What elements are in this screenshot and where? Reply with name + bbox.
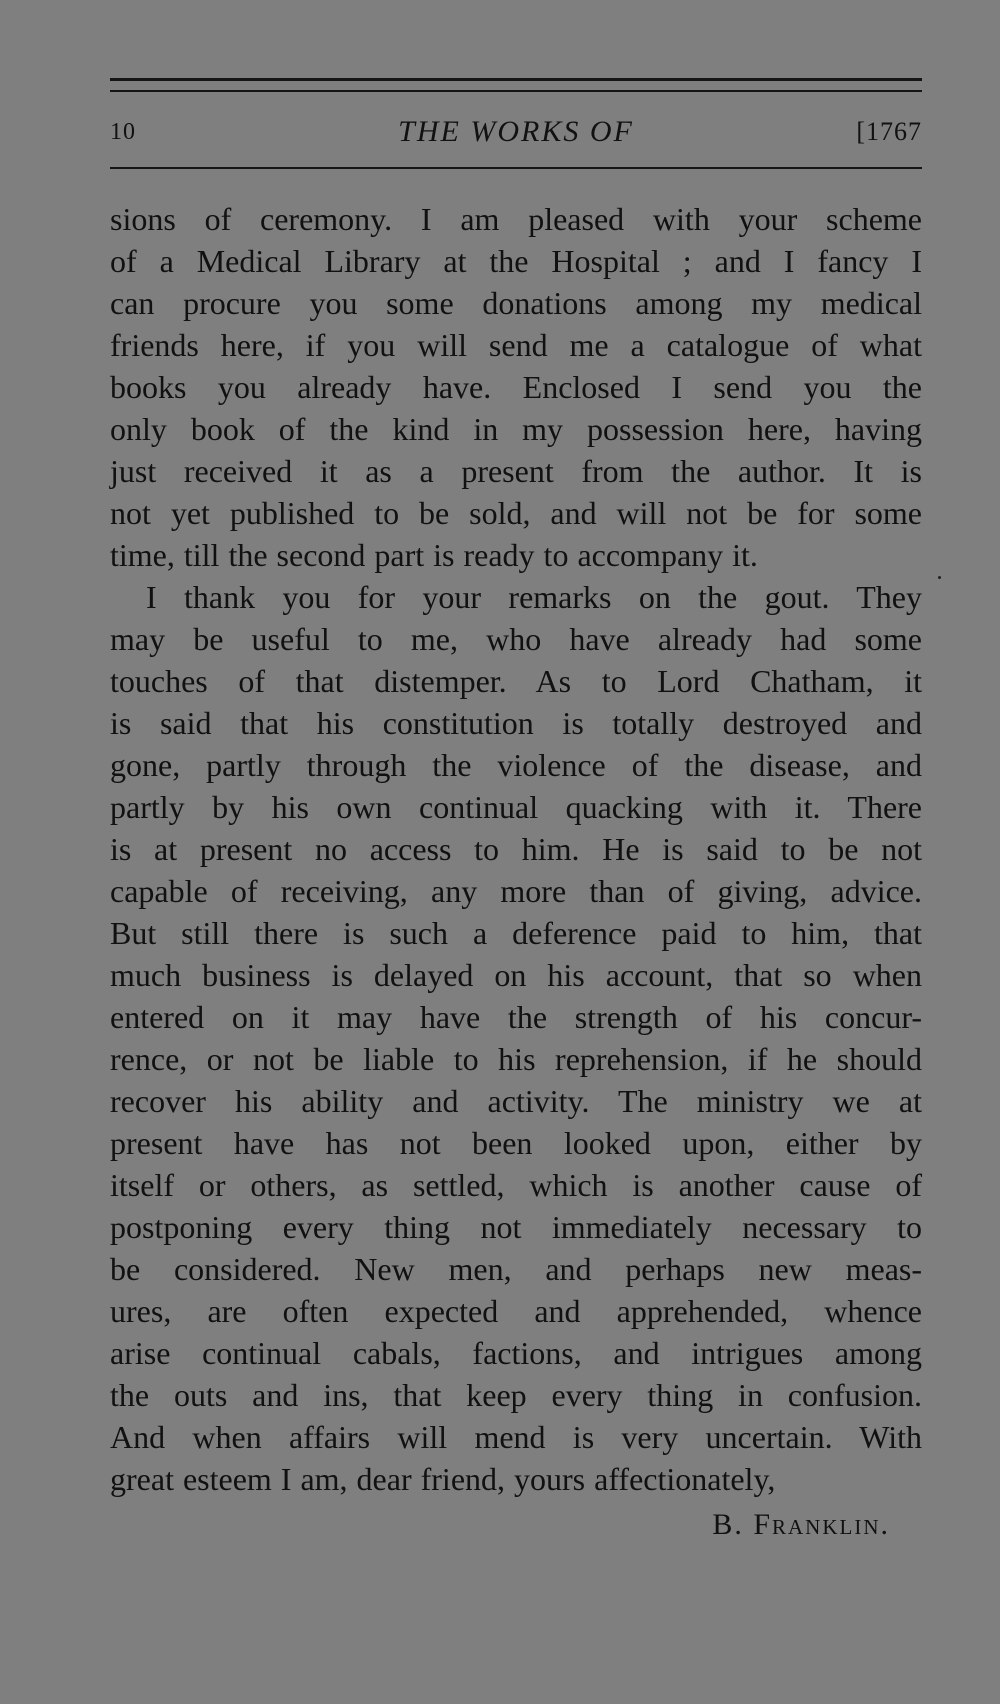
text-line: present have has not been looked upon, either by (110, 1125, 922, 1161)
top-rule (110, 78, 922, 81)
text-line: may be useful to me, who have already had some (110, 621, 922, 657)
text-line: rence, or not be liable to his reprehension, if he should (110, 1041, 922, 1077)
text-line: And when affairs will mend is very uncertain. With (110, 1419, 922, 1455)
print-fleck (938, 576, 941, 579)
text-line: great esteem I am, dear friend, yours affectionately, (110, 1461, 776, 1497)
text-line: only book of the kind in my possession here, having (110, 411, 922, 447)
text-line: sions of ceremony. I am pleased with your scheme (110, 201, 922, 237)
year-marker: [1767 (856, 117, 922, 146)
text-line: be considered. New men, and perhaps new meas- (110, 1251, 922, 1287)
header-rule (110, 167, 922, 169)
text-line: recover his ability and activity. The ministry we at (110, 1083, 922, 1119)
top-rule-thin (110, 90, 922, 92)
text-line: the outs and ins, that keep every thing in confusion. (110, 1377, 922, 1413)
text-line: just received it as a present from the author. It is (110, 453, 922, 489)
signature: B. Franklin. (712, 1508, 890, 1541)
text-line: is at present no access to him. He is said to be not (110, 831, 922, 867)
text-line: But still there is such a deference paid to him, that (110, 915, 922, 951)
text-line: is said that his constitution is totally destroyed and (110, 705, 922, 741)
text-line: not yet published to be sold, and will not be for some (110, 495, 922, 531)
text-line: partly by his own continual quacking with it. There (110, 789, 922, 825)
text-line: friends here, if you will send me a catalogue of what (110, 327, 922, 363)
text-line: can procure you some donations among my medical (110, 285, 922, 321)
text-line: books you already have. Enclosed I send you the (110, 369, 922, 405)
running-title: THE WORKS OF (398, 115, 634, 148)
letter-body (110, 198, 922, 1500)
text-line: entered on it may have the strength of his concur- (110, 999, 922, 1035)
text-line: time, till the second part is ready to accompany it. (110, 537, 758, 573)
page-number: 10 (110, 119, 136, 145)
text-line: postponing every thing not immediately necessary to (110, 1209, 922, 1245)
running-head (110, 112, 922, 152)
text-line: itself or others, as settled, which is another cause of (110, 1167, 922, 1203)
text-line: of a Medical Library at the Hospital ; and I fancy I (110, 243, 922, 279)
text-line: capable of receiving, any more than of giving, advice. (110, 873, 922, 909)
paragraph-start-line: I thank you for your remarks on the gout. They (146, 579, 922, 615)
text-line: much business is delayed on his account, that so when (110, 957, 922, 993)
text-line: touches of that distemper. As to Lord Chatham, it (110, 663, 922, 699)
text-line: arise continual cabals, factions, and intrigues among (110, 1335, 922, 1371)
text-line: gone, partly through the violence of the disease, and (110, 747, 922, 783)
text-line: ures, are often expected and apprehended, whence (110, 1293, 922, 1329)
